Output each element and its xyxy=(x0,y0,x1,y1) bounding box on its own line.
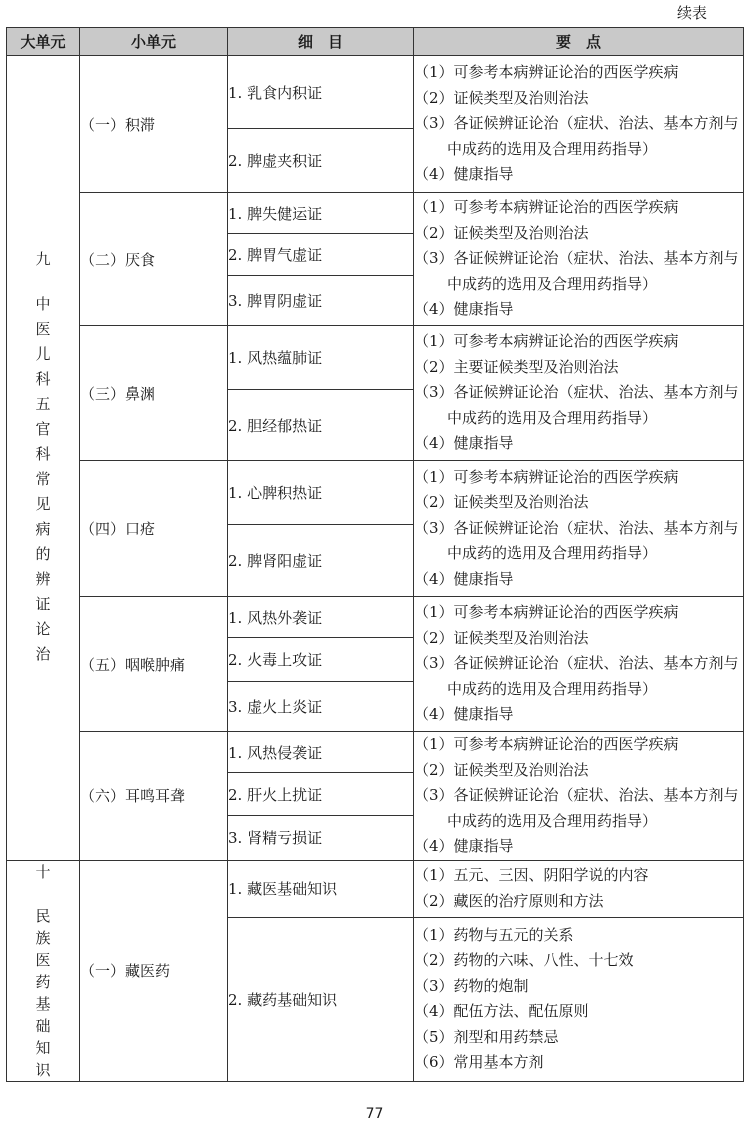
page-number: 77 xyxy=(365,1106,384,1122)
points-cell xyxy=(414,56,744,193)
major-unit-char: 科 xyxy=(35,370,51,389)
continued-label: 续表 xyxy=(676,4,707,22)
minor-unit-cell: （五）咽喉肿痛 xyxy=(80,597,228,732)
item-cell: 1. 风热侵袭证 xyxy=(228,732,414,773)
item-cell: 1. 乳食内积证 xyxy=(228,56,414,129)
point-line: （2）主要证候类型及治则治法 xyxy=(414,357,619,376)
point-line: （1）可参考本病辨证论治的西医学疾病 xyxy=(414,603,679,622)
minor-unit-cell: （二）厌食 xyxy=(80,193,228,326)
item-cell: 1. 心脾积热证 xyxy=(228,461,414,525)
point-line: （5）剂型和用药禁忌 xyxy=(414,1027,559,1046)
major-unit-title xyxy=(7,905,79,1081)
table-row xyxy=(7,732,744,773)
major-unit-char: 族 xyxy=(35,928,51,947)
point-line: （1）五元、三因、阴阳学说的内容 xyxy=(414,866,649,885)
point-line: （1）可参考本病辨证论治的西医学疾病 xyxy=(414,63,679,82)
point-line: （1）可参考本病辨证论治的西医学疾病 xyxy=(414,467,679,486)
point-line: （2）证候类型及治则治法 xyxy=(414,88,589,107)
header-points: 要 点 xyxy=(414,28,744,56)
point-line: （3）药物的炮制 xyxy=(414,976,529,995)
item-cell: 3. 肾精亏损证 xyxy=(228,816,414,860)
major-unit-char: 民 xyxy=(35,906,51,925)
item-cell: 2. 脾肾阳虚证 xyxy=(228,525,414,597)
item-cell: 1. 藏医基础知识 xyxy=(228,860,414,918)
major-unit-title xyxy=(7,292,79,667)
point-line: （1）可参考本病辨证论治的西医学疾病 xyxy=(414,332,679,351)
major-unit-char: 识 xyxy=(35,1060,51,1079)
point-line: （4）健康指导 xyxy=(414,300,514,319)
item-cell: 1. 风热外袭证 xyxy=(228,597,414,638)
major-unit-char: 医 xyxy=(35,950,51,969)
item-cell: 2. 火毒上攻证 xyxy=(228,638,414,682)
major-unit-char: 科 xyxy=(35,445,51,464)
point-line: （2）证候类型及治则治法 xyxy=(414,628,589,647)
major-unit-char: 儿 xyxy=(35,345,51,364)
header-item: 细 目 xyxy=(228,28,414,56)
point-line: （3）各证候辨证论治（症状、治法、基本方剂与中成药的选用及合理用药指导） xyxy=(414,249,739,293)
point-line: （2）藏医的治疗原则和方法 xyxy=(414,891,604,910)
major-unit-char: 证 xyxy=(35,595,51,614)
header-row xyxy=(7,28,744,56)
major-unit-char: 中 xyxy=(35,295,51,314)
major-unit-number: 九 xyxy=(35,250,51,269)
point-line: （3）各证候辨证论治（症状、治法、基本方剂与中成药的选用及合理用药指导） xyxy=(414,518,739,563)
major-unit-char: 知 xyxy=(35,1038,51,1057)
table-row xyxy=(7,326,744,390)
minor-unit-cell: （一）藏医药 xyxy=(80,860,228,1081)
points-cell xyxy=(414,326,744,461)
table-row xyxy=(7,860,744,918)
major-unit-char: 论 xyxy=(35,620,51,639)
major-unit-char: 治 xyxy=(35,645,51,664)
item-cell: 1. 风热蕴肺证 xyxy=(228,326,414,390)
points-cell xyxy=(414,918,744,1081)
minor-unit-cell: （一）积滞 xyxy=(80,56,228,193)
point-line: （2）药物的六味、八性、十七效 xyxy=(414,951,634,970)
point-line: （6）常用基本方剂 xyxy=(414,1053,544,1072)
point-line: （2）证候类型及治则治法 xyxy=(414,223,589,242)
item-cell: 2. 脾虚夹积证 xyxy=(228,129,414,193)
major-unit-cell xyxy=(7,860,80,1081)
point-line: （1）可参考本病辨证论治的西医学疾病 xyxy=(414,735,679,753)
item-cell: 2. 脾胃气虚证 xyxy=(228,234,414,276)
point-line: （3）各证候辨证论治（症状、治法、基本方剂与中成药的选用及合理用药指导） xyxy=(414,786,739,830)
major-unit-char: 的 xyxy=(35,545,51,564)
point-line: （4）健康指导 xyxy=(414,837,514,855)
point-line: （2）证候类型及治则治法 xyxy=(414,493,589,512)
minor-unit-cell: （四）口疮 xyxy=(80,461,228,597)
major-unit-char: 官 xyxy=(35,420,51,439)
points-cell xyxy=(414,597,744,732)
major-unit-char: 础 xyxy=(35,1016,51,1035)
points-cell xyxy=(414,860,744,918)
major-unit-char: 医 xyxy=(35,320,51,339)
item-cell: 1. 脾失健运证 xyxy=(228,193,414,234)
item-cell: 2. 胆经郁热证 xyxy=(228,390,414,461)
item-cell: 2. 藏药基础知识 xyxy=(228,918,414,1081)
item-cell: 2. 肝火上扰证 xyxy=(228,773,414,816)
header-minor: 小单元 xyxy=(80,28,228,56)
point-line: （4）健康指导 xyxy=(414,569,514,588)
major-unit-char: 见 xyxy=(35,495,51,514)
minor-unit-cell: （六）耳鸣耳聋 xyxy=(80,732,228,861)
major-unit-char: 常 xyxy=(35,470,51,489)
point-line: （4）健康指导 xyxy=(414,705,514,724)
point-line: （1）药物与五元的关系 xyxy=(414,925,574,944)
major-unit-char: 病 xyxy=(35,520,51,539)
point-line: （3）各证候辨证论治（症状、治法、基本方剂与中成药的选用及合理用药指导） xyxy=(414,383,739,427)
point-line: （1）可参考本病辨证论治的西医学疾病 xyxy=(414,198,679,217)
table-row xyxy=(7,193,744,234)
major-unit-char: 辨 xyxy=(35,570,51,589)
points-cell xyxy=(414,193,744,326)
points-cell xyxy=(414,732,744,861)
point-line: （4）健康指导 xyxy=(414,434,514,453)
major-unit-number: 十 xyxy=(35,862,51,881)
point-line: （4）配伍方法、配伍原则 xyxy=(414,1002,589,1021)
header-major: 大单元 xyxy=(7,28,80,56)
minor-unit-cell: （三）鼻渊 xyxy=(80,326,228,461)
item-cell: 3. 虚火上炎证 xyxy=(228,682,414,732)
major-unit-char: 基 xyxy=(35,994,51,1013)
major-unit-cell xyxy=(7,56,80,861)
major-unit-char: 药 xyxy=(35,972,51,991)
major-unit-char: 五 xyxy=(35,395,51,414)
points-cell xyxy=(414,461,744,597)
point-line: （2）证候类型及治则治法 xyxy=(414,760,589,779)
syllabus-table xyxy=(6,27,744,1082)
point-line: （3）各证候辨证论治（症状、治法、基本方剂与中成药的选用及合理用药指导） xyxy=(414,114,739,158)
table-row xyxy=(7,461,744,525)
point-line: （3）各证候辨证论治（症状、治法、基本方剂与中成药的选用及合理用药指导） xyxy=(414,654,739,698)
item-cell: 3. 脾胃阴虚证 xyxy=(228,276,414,326)
table-row xyxy=(7,597,744,638)
point-line: （4）健康指导 xyxy=(414,165,514,184)
table-row xyxy=(7,56,744,129)
